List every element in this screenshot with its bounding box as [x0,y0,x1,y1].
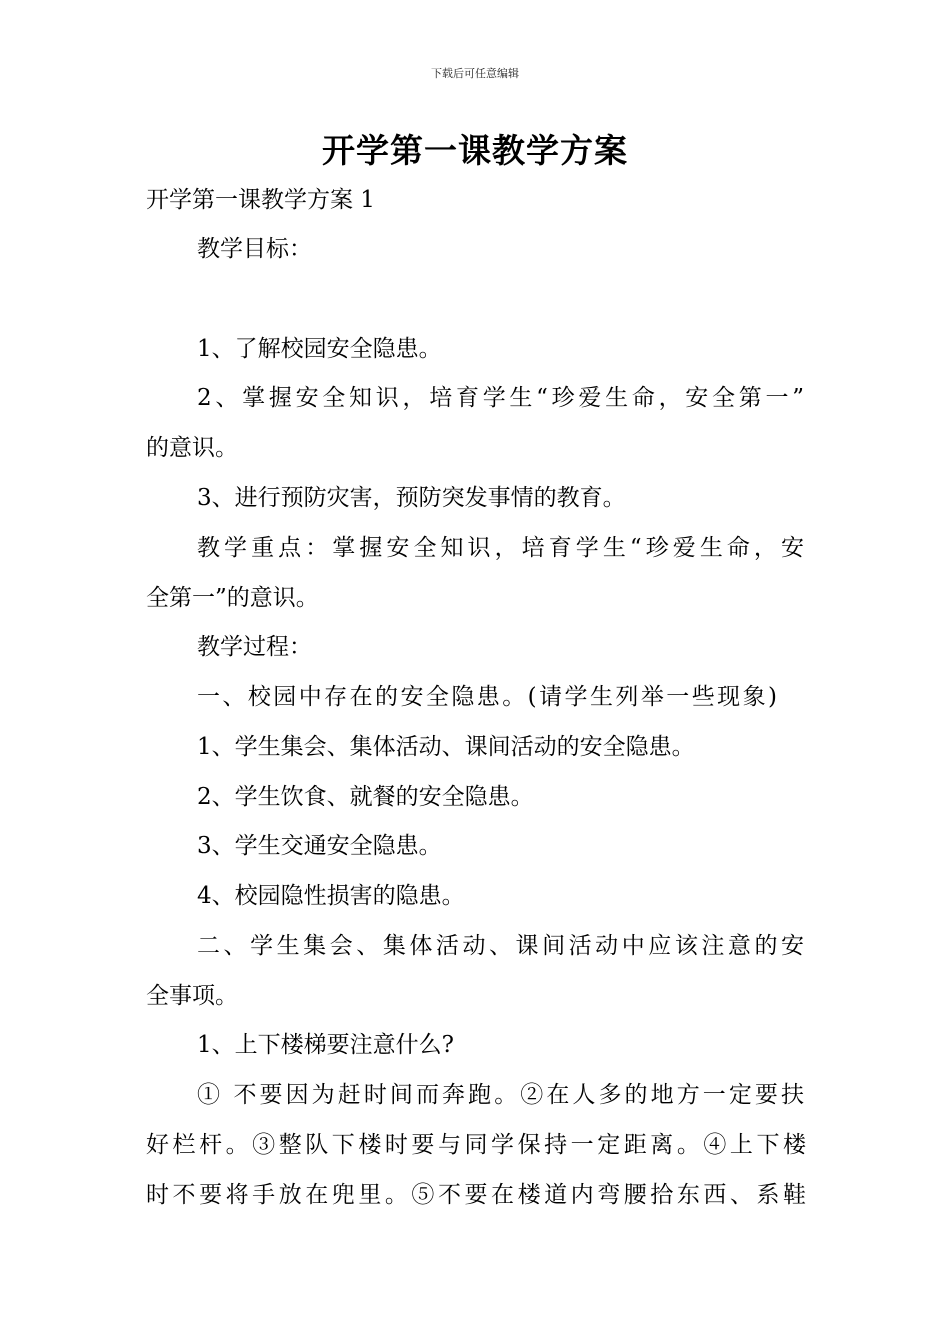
line-text: 二、学生集会、集体活动、课间活动中应该注意的安 [197,933,804,959]
paragraph-line: 全事项。 [146,983,238,1009]
line-text: 好栏杆。③整队下楼时要与同学保持一定距离。④上下楼 [146,1132,806,1158]
paragraph-line: 1、学生集会、集体活动、课间活动的安全隐患。 [197,734,695,760]
paragraph-line [197,531,804,565]
paragraph-line [197,929,804,963]
paragraph-line [146,1128,806,1162]
paragraph-line: 教学过程： [197,634,312,660]
paragraph-line: 4、校园隐性损害的隐患。 [197,883,465,909]
paragraph-line: 的意识。 [146,435,238,461]
paragraph-line [146,1178,806,1212]
header-note: 下载后可任意编辑 [431,67,519,80]
paragraph-line: 3、进行预防灾害，预防突发事情的教育。 [197,485,626,511]
paragraph-line: 2、学生饮食、就餐的安全隐患。 [197,784,534,810]
line-text: ① 不要因为赶时间而奔跑。②在人多的地方一定要扶 [197,1082,804,1108]
document-title: 开学第一课教学方案 [322,131,628,170]
paragraph-line: 教学目标： [197,236,312,262]
paragraph-line: 1、了解校园安全隐患。 [197,336,442,362]
paragraph-line: 1、上下楼梯要注意什么? [197,1032,454,1058]
paragraph-line [197,680,777,714]
section-title: 开学第一课教学方案 1 [146,187,375,213]
line-text: 一、校园中存在的安全隐患。(请学生列举一些现象) [197,684,777,710]
line-text: 教学重点：掌握安全知识，培育学生“珍爱生命，安 [197,535,804,561]
paragraph-line [197,381,804,415]
line-text: 2、掌握安全知识，培育学生“珍爱生命，安全第一” [197,385,804,411]
paragraph-line [197,1078,804,1112]
line-text: 时不要将手放在兜里。⑤不要在楼道内弯腰拾东西、系鞋 [146,1182,806,1208]
paragraph-line: 全第一”的意识。 [146,585,319,611]
paragraph-line: 3、学生交通安全隐患。 [197,833,442,859]
